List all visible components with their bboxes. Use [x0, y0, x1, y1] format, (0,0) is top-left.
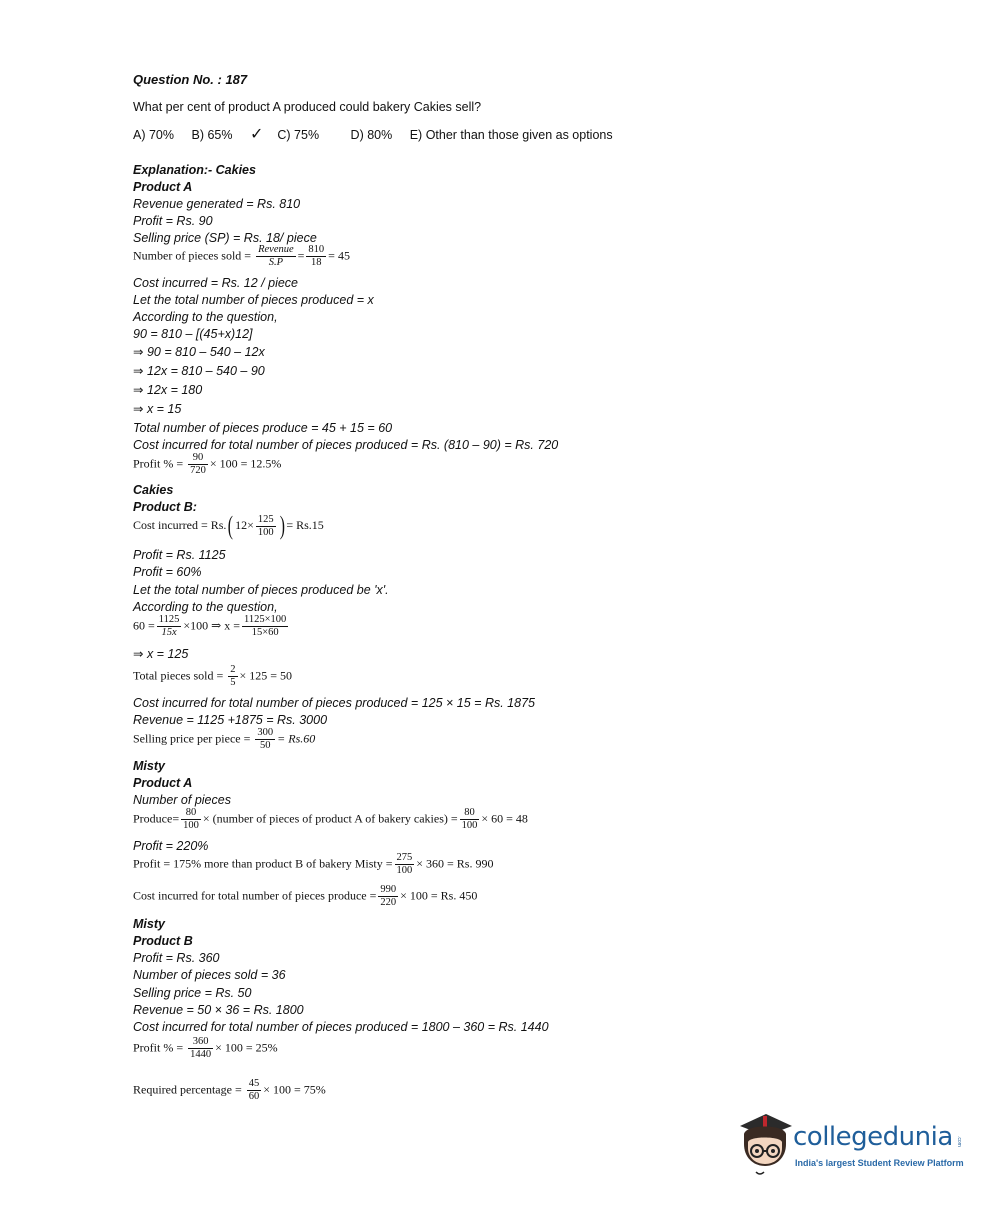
text-line: Profit = Rs. 90: [133, 214, 213, 228]
equation-line: 60 = $\frac{1125}{15x}$ ×100 ⇒ x = $\frac{1125\times 100}{15\times 60}$: [133, 614, 287, 638]
logo-domain-suffix: .com: [956, 1136, 962, 1147]
final-answer-line: Required percentage = $\frac{45}{60}$ × 100 = 75%: [133, 1078, 326, 1102]
fraction: $\frac{\text{Revenue}}{S.P}$: [258, 244, 294, 268]
section-header: Misty: [133, 917, 165, 931]
text-line: Cost incurred for total number of pieces produced = 1800 – 360 = Rs. 1440: [133, 1020, 549, 1034]
explanation-header: Explanation:- Cakies: [133, 163, 256, 177]
text-line: ⇒ x = 125: [133, 647, 189, 661]
text-line: Let the total number of pieces produced be 'x'.: [133, 583, 389, 597]
text-line: Revenue = 1125 +1875 = Rs. 3000: [133, 713, 328, 727]
text-line: According to the question,: [133, 310, 278, 324]
fraction: $\frac{80}{100}$: [461, 807, 478, 831]
logo-wordmark: collegedunia: [793, 1122, 953, 1152]
text-line: Total number of pieces produce = 45 + 15 = 60: [133, 421, 393, 435]
fraction: $\frac{300}{50}$: [257, 727, 274, 751]
fraction: $\frac{45}{60}$: [248, 1078, 260, 1102]
fraction: $\frac{360}{1440}$: [190, 1036, 212, 1060]
text-line: Number of pieces: [133, 793, 231, 807]
text-line: ⇒ 12x = 180: [133, 383, 203, 397]
option-c: ✓ C) 75%: [249, 126, 320, 143]
fraction: $\frac{2}{5}$: [230, 664, 236, 688]
equation-line: Selling price per piece = $\frac{300}{50}$ = Rs.60: [133, 727, 316, 751]
fraction: $\frac{125}{100}$: [257, 513, 274, 538]
equation-line: Total pieces sold = $\frac{2}{5}$ × 125 = 50: [133, 664, 293, 688]
text-line: Profit = 60%: [133, 565, 202, 579]
equation-line: Profit % = $\frac{360}{1440}$ × 100 = 25%: [133, 1036, 278, 1060]
text-line: Cost incurred = Rs. 12 / piece: [133, 276, 299, 290]
text-line: Profit = 220%: [133, 839, 209, 853]
fraction: $\frac{990}{220}$: [380, 884, 397, 908]
collegedunia-logo: [736, 1108, 966, 1178]
option-b: B) 65%: [191, 128, 233, 142]
text-line: Profit = Rs. 1125: [133, 548, 226, 562]
fraction: $\frac{90}{720}$: [190, 452, 206, 476]
option-d: D) 80%: [350, 128, 393, 142]
fraction: $\frac{810}{18}$: [308, 244, 325, 268]
section-title: Product A: [133, 180, 193, 194]
equation-line: Profit % = $\frac{90}{720}$ × 100 = 12.5%: [133, 452, 282, 476]
section-title: Product A: [133, 776, 193, 790]
text-line: Profit = Rs. 360: [133, 951, 220, 965]
equation-line: Cost incurred = Rs.( 12× $\frac{125}{100}$ ) = Rs.15: [133, 511, 324, 540]
fraction: $\frac{1125\times 100}{15\times 60}$: [244, 614, 287, 638]
text-line: ⇒ 12x = 810 – 540 – 90: [133, 364, 265, 378]
text-line: ⇒ 90 = 810 – 540 – 12x: [133, 345, 265, 359]
checkmark-icon: ✓: [249, 126, 264, 143]
text-line: Let the total number of pieces produced = x: [133, 293, 374, 307]
text-line: Selling price = Rs. 50: [133, 986, 252, 1000]
equation-line: Number of pieces sold = $\frac{\text{Revenue}}{S.P}$ = $\frac{810}{18}$ = 45: [133, 244, 350, 268]
text-line: According to the question,: [133, 600, 278, 614]
text-line: ⇒ x = 15: [133, 402, 182, 416]
section-title: Product B:: [133, 500, 197, 514]
fraction: $\frac{1125}{15x}$: [158, 614, 180, 638]
question-number: Question No. : 187: [133, 72, 248, 87]
fraction: $\frac{275}{100}$: [396, 852, 413, 876]
equation-line: Produce= $\frac{80}{100}$ × (number of pieces of product A of bakery cakies) = $\frac{80}{100}$ × 60 = 48: [133, 807, 528, 831]
fraction: $\frac{80}{100}$: [183, 807, 199, 831]
text-line: Revenue = 50 × 36 = Rs. 1800: [133, 1003, 304, 1017]
section-title: Product B: [133, 934, 193, 948]
text-line: 90 = 810 – [(45+x)12]: [133, 327, 253, 341]
equation-line: Profit = 175% more than product B of bakery Misty = $\frac{275}{100}$ × 360 = Rs. 990: [133, 852, 494, 876]
text-line: Selling price (SP) = Rs. 18/ piece: [133, 231, 317, 245]
question-text: What per cent of product A produced could bakery Cakies sell?: [133, 100, 482, 114]
options-row: [133, 127, 627, 143]
logo-tagline: India's largest Student Review Platform: [795, 1158, 964, 1168]
graduate-mascot-icon: [736, 1108, 794, 1178]
text-line: Revenue generated = Rs. 810: [133, 197, 301, 211]
option-a: A) 70%: [133, 128, 174, 142]
text-line: Cost incurred for total number of pieces produced = Rs. (810 – 90) = Rs. 720: [133, 438, 559, 452]
section-header: Misty: [133, 759, 165, 773]
option-e: E) Other than those given as options: [409, 128, 613, 142]
text-line: Cost incurred for total number of pieces produced = 125 × 15 = Rs. 1875: [133, 696, 535, 710]
section-header: Cakies: [133, 483, 174, 497]
text-line: Number of pieces sold = 36: [133, 968, 286, 982]
equation-line: Cost incurred for total number of pieces produce = $\frac{990}{220}$ × 100 = Rs. 450: [133, 884, 478, 908]
